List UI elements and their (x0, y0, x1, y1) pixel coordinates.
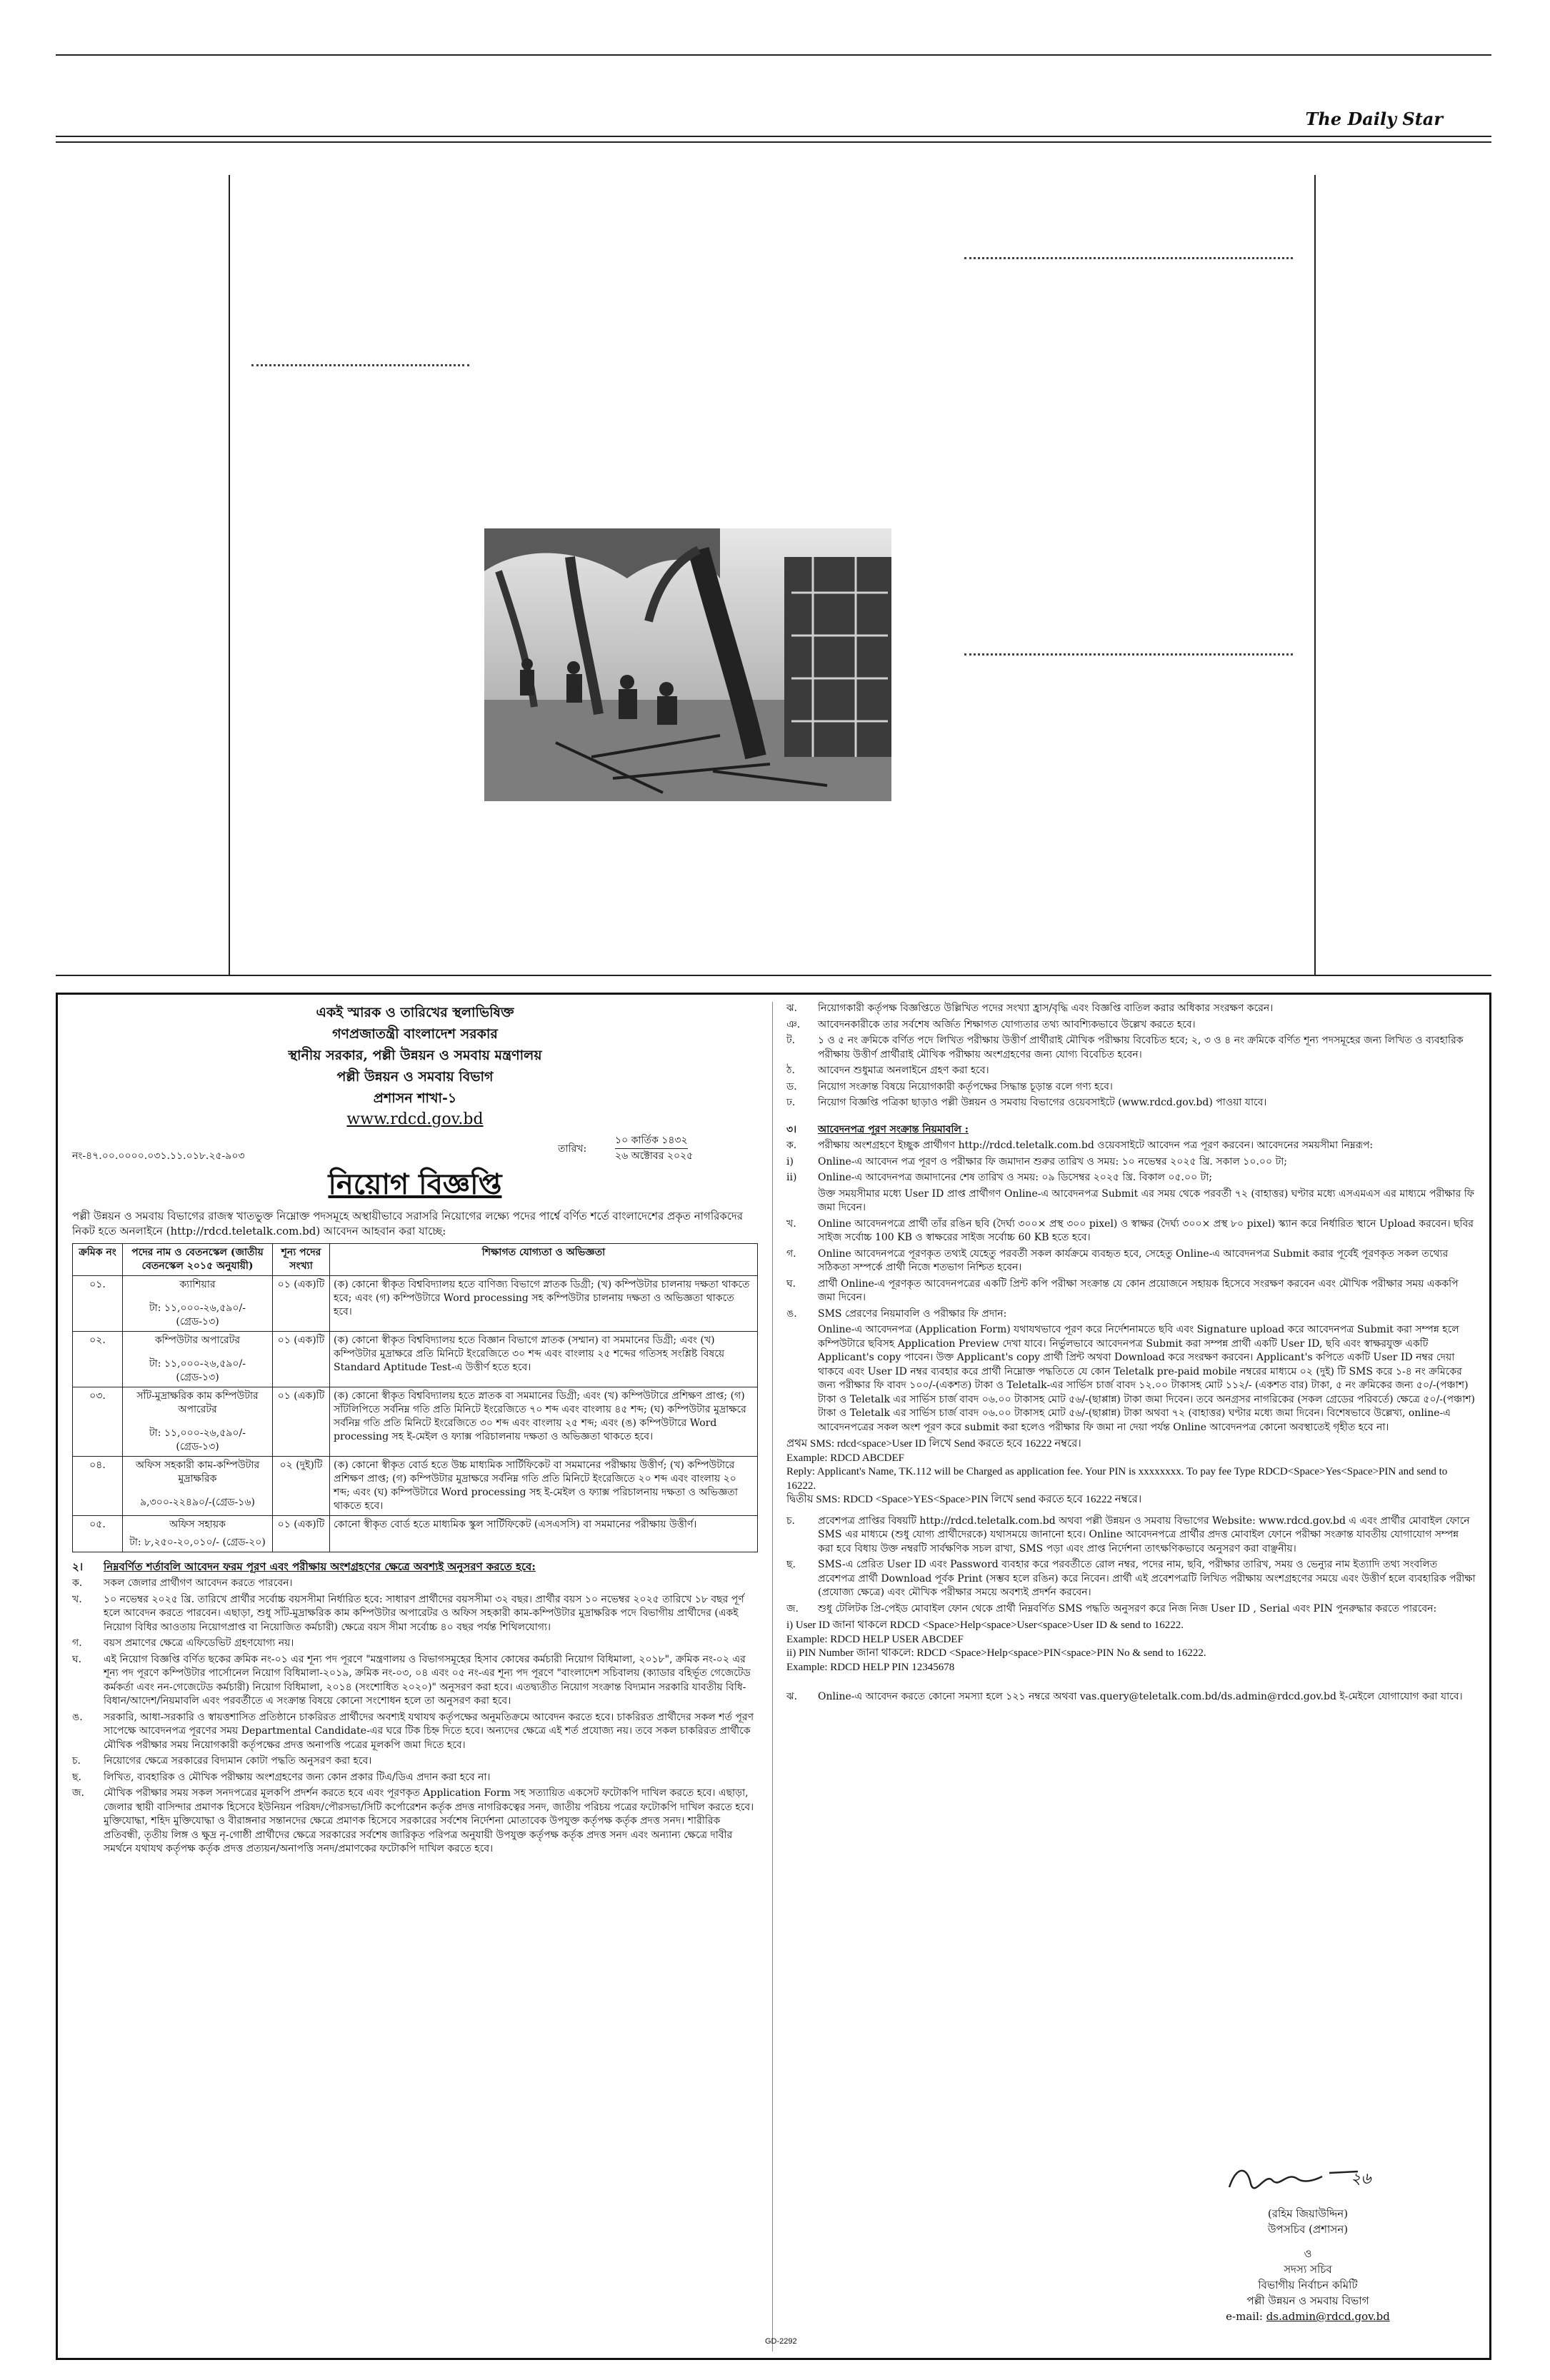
email-link[interactable]: ds.admin@rdcd.gov.bd (1266, 2310, 1390, 2323)
item-key (786, 1188, 818, 1215)
row-qualification: (ক) কোনো স্বীকৃত বিশ্ববিদ্যালয় হতে স্নাতক বা সমমানের ডিগ্রী; এবং (খ) কম্পিউটারে প্রশিক্ষণ প্রাপ্ত; (গ) সাঁটলিপিতে সর্বনিম্ন গতি প্রতি মিনিটে ইংরেজিতে ৭০ শব্দ এবং বাংলায় ৪৫ শব্দ; (ঘ) কম্পিউটার মুদ্রাক্ষরে সর্বনিম্ন গতি প্রতি মিনিটে ইংরেজিতে ৩০ শব্দ এবং বাংলায় ২৫ শব্দ; এবং (ঙ) কম্পিউটারে Word processing সহ ই-মেইল ও ফ্যাক্স পরিচালনায় দক্ষতা ও অভিজ্ঞতা থাকতে হবে। (330, 1387, 758, 1457)
item-text: SMS-এ প্রেরিত User ID এবং Password ব্যবহার করে পরবর্তীতে রোল নম্বর, পদের নাম, ছবি, পরীক্ষার তারিখ, সময় ও ভেন্যুর নাম ইত্যাদি তথ্য সংবলিত প্রবেশপত্র প্রার্থী Download পূর্বক Print (সম্ভব হলে রঙিন) করে নিবেন। প্রার্থী এই প্রবেশপত্রটি লিখিত পরীক্ষায় অংশগ্রহণের সময়ে এবং উত্তীর্ণ হলে ব্যবহারিক পরীক্ষা (প্রযোজ্য ক্ষেত্রে) এবং মৌখিক পরীক্ষার সময়ে অবশ্যই প্রদর্শন করবেন। (818, 1559, 1476, 1598)
list-item (786, 1690, 1476, 1704)
list-item (786, 1602, 1476, 1617)
item-text: প্রবেশপত্র প্রাপ্তির বিষয়টি http://rdcd.teletalk.com.bd অথবা পল্লী উন্নয়ন ও সমবায় বিভাগের Website: www.rdcd.gov.bd এ এবং প্রার্থীর মোবাইল ফোনে SMS এর মাধ্যমে (শুধু যোগ্য প্রার্থীদেরকে) যথাসময়ে জানানো হবে। Online আবেদনপত্রে প্রার্থীর প্রদত্ত মোবাইল ফোনে পরীক্ষা সংক্রান্ত যাবতীয় যোগাযোগ সম্পন্ন করা হবে বিধায় উক্ত নম্বরটি সার্বক্ষণিক সচল রাখা, SMS পড়া এবং প্রাপ্ত নির্দেশনা তাৎক্ষণিকভাবে অনুসরণ করা বাঞ্ছনীয়। (818, 1515, 1470, 1555)
pay-scale: টা: ১১,০০০-২৬,৫৯০/- (গ্রেড-১৩) (149, 1427, 246, 1452)
recovery-instructions (786, 1619, 1476, 1674)
pay-scale: ৯,৩০০-২২৪৯০/-(গ্রেড-১৬) (140, 1497, 255, 1508)
item-text: মৌখিক পরীক্ষার সময় সকল সনদপত্রের মূলকপি প্রদর্শন করতে হবে এবং পূরণকৃত Application Form সহ সত্যায়িত একসেট ফটোকপি দাখিল করতে হবে। এছাড়া, জেলার স্থায়ী বাসিন্দার প্রমাণক হিসেবে ইউনিয়ন পরিষদ/পৌরসভা/সিটি কর্পোরেশন কর্তৃক প্রদত্ত নাগরিকত্বের সনদ, জাতীয় পরিচয় পত্রের ফটোকপি দাখিল করতে হবে। মুক্তিযোদ্ধা, শহিদ মুক্তিযোদ্ধা ও বীরাঙ্গনার সন্তানদের ক্ষেত্রে প্রমাণক হিসেবে সরকারের সর্বশেষ নির্দেশনা মোতাবেক উপযুক্ত কর্তৃপক্ষ কর্তৃক প্রদত্ত সনদ। শারীরিক প্রতিবন্ধী, তৃতীয় লিঙ্গ ও ক্ষুদ্র নৃ-গোষ্ঠী প্রার্থীদের ক্ষেত্রে সরকারের সর্বশেষ জারিকৃত পরিপত্র অনুযায়ী উপযুক্ত কর্তৃপক্ষ কর্তৃক প্রদত্ত সনদ এবং অন্যান্য ক্ষেত্রে দাবীর সমর্থনে যথাযথ কর্তৃপক্ষ কর্তৃক প্রদত্ত প্রত্যয়ন/অনাপত্তি সনদ/প্রমাণকের ফটোকপি দাখিল করতে হবে। (104, 1787, 754, 1854)
post-name: অফিস সহকারী কাম-কম্পিউটার মুদ্রাক্ষরিক (135, 1460, 260, 1485)
ad-header (72, 1002, 758, 1130)
section-3-heading (786, 1123, 1476, 1138)
section-2-list (72, 1577, 758, 1857)
section-3-title: আবেদনপত্র পূরণ সংক্রান্ত নিয়মাবলি : (818, 1123, 969, 1135)
item-key: ঢ. (786, 1097, 796, 1108)
item-key: i) (786, 1155, 794, 1168)
item-key: ঘ. (72, 1653, 82, 1665)
memo-number: নং-৪৭.০০.০০০০.০৩১.১১.০১৮.২৫-৯০৩ (72, 1150, 245, 1162)
item-text: প্রার্থী Online-এ পূরণকৃত আবেদনপত্রের একটি প্রিন্ট কপি পরীক্ষা সংক্রান্ত যে কোন প্রয়োজনে সহায়ক হিসেবে সংরক্ষণ করবেন এবং মৌখিক পরীক্ষার সময় এককপি জমা দিবেন। (818, 1277, 1459, 1303)
sms-line: দ্বিতীয় SMS: RDCD <Space>YES<Space>PIN লিখে send করতে হবে 16222 নম্বরে। (786, 1494, 1142, 1505)
right-column (786, 1002, 1476, 1707)
item-text: আবেদন শুধুমাত্র অনলাইনে গ্রহণ করা হবে। (818, 1065, 989, 1076)
ad-column-divider (772, 1002, 773, 2351)
header-line-1: একই স্মারক ও তারিখের স্থলাভিষিক্ত (316, 1005, 514, 1020)
item-key: জ. (72, 1787, 84, 1799)
item-key: খ. (786, 1217, 796, 1230)
table-row (73, 1332, 758, 1387)
item-text: Online আবেদনপত্রে প্রার্থী তাঁর রঙিন ছবি (দৈর্ঘ্য ৩০০× প্রস্থ ৩০০ pixel) ও স্বাক্ষর (দৈর্ঘ্য ৩০০× প্রস্থ ৮০ pixel) স্ক্যান করে নির্ধারিত স্থানে Upload করবেন। ছবির সাইজ সর্বোচ্চ 100 KB ও স্বাক্ষরের সাইজ সর্বোচ্চ 60 KB হতে হবে। (818, 1217, 1474, 1243)
email-label: e-mail: (1226, 2310, 1263, 2323)
header-line-4: পল্লী উন্নয়ন ও সমবায় বিভাগ (336, 1069, 494, 1085)
top-rule (56, 54, 1491, 56)
intro-paragraph: পল্লী উন্নয়ন ও সমবায় বিভাগের রাজস্ব খাতভুক্ত নিম্নোক্ত পদসমূহে অস্থায়ীভাবে সরাসরি নিয়োগের লক্ষ্যে পদের পার্শ্বে বর্ণিত শর্তে বাংলাদেশের প্রকৃত নাগরিকদের নিকট হতে অনলাইনে (http://rdcd.teletalk.com.bd) আবেদন আহবান করা যাচ্ছে: (72, 1210, 744, 1237)
table-header-qualification: শিক্ষাগত যোগ্যতা ও অভিজ্ঞতা (330, 1244, 758, 1276)
row-qualification: কোনো স্বীকৃত বোর্ড হতে মাধ্যমিক স্কুল সার্টিফিকেট (এসএসসি) বা সমমানের পরীক্ষায় উত্তীর্ণ। (330, 1516, 758, 1552)
item-key: ট. (786, 1035, 796, 1046)
list-item (786, 1277, 1476, 1305)
posts-table (72, 1243, 758, 1552)
item-text: ১০ নভেম্বর ২০২৫ খ্রি. তারিখে প্রার্থীর সর্বোচ্চ বয়সসীমা নির্ধারিত হবে: সাধারণ প্রার্থীদের বয়সসীমা ৩২ বছর। প্রার্থীর বয়স ১০ নভেম্বর ২০২৫ তারিখে ১৮ বছর পূর্ণ হলে আবেদন করতে পারবেন। এছাড়া, শুধু সাঁট-মুদ্রাক্ষরিক কাম কম্পিউটার অপারেটর ও অফিস সহকারী কাম-কম্পিউটার মুদ্রাক্ষরিক পদে বিভাগীয় প্রার্থীদের (একই নিয়োগ বিধির আওতায় নিয়োগপ্রাপ্ত বা নিয়োজিত কর্মচারী) ক্ষেত্রে বয়স সীমা সর্বোচ্চ ৪০ বছর পর্যন্ত শিথিলযোগ্য। (104, 1593, 744, 1633)
header-line-5: প্রশাসন শাখা-১ (373, 1090, 457, 1106)
item-text: আবেদনকারীকে তার সর্বশেষ অর্জিত শিক্ষাগত যোগ্যতার তথ্য আবশ্যিকভাবে উল্লেখ করতে হবে। (818, 1018, 1196, 1030)
sms-line: Example: RDCD ABCDEF (786, 1452, 905, 1464)
column-rule-right (1314, 175, 1316, 975)
item-text: নিয়োগের ক্ষেত্রে সরকারের বিদ্যমান কোটা পদ্ধতি অনুসরণ করা হবে। (104, 1755, 372, 1767)
item-text: ১ ও ৫ নং ক্রমিকে বর্ণিত পদে লিখিত পরীক্ষায় উত্তীর্ণ প্রার্থীরাই মৌখিক পরীক্ষায় বিবেচিত হবে; ২, ৩ ও ৪ নং ক্রমিকে বর্ণিত শূন্য পদসমূহের জন্য লিখিত ও ব্যবহারিক পরীক্ষায় উত্তীর্ণ প্রার্থীরাই মৌখিক পরীক্ষায় অংশগ্রহণের জন্য যোগ্য বিবেচিত হবেন। (818, 1035, 1464, 1060)
table-row (73, 1276, 758, 1332)
row-qualification: (ক) কোনো স্বীকৃত বিশ্ববিদ্যালয় হতে বাণিজ্য বিভাগে স্নাতক ডিগ্রী; (খ) কম্পিউটার চালনায় দক্ষতা থাকতে হবে; এবং (গ) কম্পিউটারে Word processing সহ কম্পিউটার চালনায় দক্ষতা ও অভিজ্ঞতা থাকতে হবে। (330, 1276, 758, 1332)
table-header-serial: ক্রমিক নং (73, 1244, 123, 1276)
table-header-post: পদের নাম ও বেতনস্কেল (জাতীয় বেতনস্কেল ২০১৫ অনুযায়ী) (123, 1244, 273, 1276)
item-text: Online-এ আবেদনপত্র (Application Form) যথাযথভাবে পূরণ করে নির্দেশনামতে ছবি এবং Signature upload করে আবেদনপত্র Submit করা সম্পন্ন হলে কম্পিউটারে ছবিসহ Application Preview দেখা যাবে। নির্ভুলভাবে আবেদনপত্র Submit করা সম্পন্ন প্রার্থী একটি User ID, ছবি এবং স্বাক্ষরযুক্ত একটি Applicant's copy পাবেন। উক্ত Applicant's copy প্রার্থী প্রিন্ট অথবা Download করে সংরক্ষণ করবেন। Applicant's কপিতে একটি User ID নম্বর দেয়া থাকবে এবং User ID নম্বর ব্যবহার করে প্রার্থী নিম্নোক্ত পদ্ধতিতে যে কোন Teletalk pre-paid mobile নম্বরের মাধ্যমে ০২ (দুই) টি SMS করে ১-৪ নং ক্রমিকের জন্য পরীক্ষার ফি বাবদ ১০০/-(একশত) টাকা ও Teletalk-এর সার্ভিস চার্জ বাবদ ১২.০০ টাকাসহ মোট ১১২/- (একশত বার) টাকা, ৫ নং ক্রমিকের জন্য ৫০/-(পঞ্চাশ) টাকা ও Teletalk এর সার্ভিস চার্জ বাবদ ০৬.০০ টাকাসহ মোট ৫৬/-(ছাপ্পান্ন) টাকা জমা দিবেন। তবে অনগ্রসর নাগরিকের (সকল গ্রেডের পরিবর্তে) ক্ষেত্রে ৫০/-(পঞ্চাশ) টাকা ও Teletalk এর সার্ভিস চার্জ বাবদ ০৬.০০ টাকাসহ মোট ৫৬/-(ছাপ্পান্ন) টাকা অথবা ৭২ (বাহাত্তর) ঘণ্টার মধ্যে জমা দিবেন। বিশেষভাবে উল্লেখ্য, online-এ আবেদনপত্রের সকল অংশ পূরণ করে submit করা হলেও পরীক্ষার ফি জমা না দেয়া পর্যন্ত Online আবেদনপত্র কোনো অবস্থাতেই গৃহীত হবে না। (818, 1324, 1476, 1433)
notice-title: নিয়োগ বিজ্ঞপ্তি (328, 1168, 502, 1201)
list-item (786, 1064, 1476, 1078)
row-serial: ০৫. (73, 1516, 123, 1552)
list-item (72, 1787, 758, 1857)
item-key: ঝ. (786, 1003, 798, 1014)
table-header-vacancy: শূন্য পদের সংখ্যা (273, 1244, 330, 1276)
row-vacancy: ০২ (দুই)টি (273, 1457, 330, 1516)
item-key: ঙ. (72, 1711, 83, 1723)
list-item (786, 1217, 1476, 1245)
memo-row (72, 1133, 758, 1165)
header-line-2: গণপ্রজাতন্ত্রী বাংলাদেশ সরকার (332, 1026, 498, 1042)
dotted-separator-3 (964, 653, 1293, 656)
list-item (786, 1515, 1476, 1557)
item-text: শুধু টেলিটক প্রি-পেইড মোবাইল ফোন থেকে প্রার্থী নিম্নবর্ণিত SMS পদ্ধতি অনুসরণ করে নিজ নিজ User ID , Serial এবং PIN পুনরুদ্ধার করতে পারবেন: (818, 1602, 1437, 1615)
item-key: ক. (786, 1140, 797, 1151)
list-item (72, 1577, 758, 1591)
post-name: অফিস সহায়ক (169, 1519, 226, 1530)
signatory-title: উপসচিব (প্রশাসন) (1267, 2223, 1349, 2236)
list-item (72, 1771, 758, 1785)
row-qualification: (ক) কোনো স্বীকৃত বোর্ড হতে উচ্চ মাধ্যমিক সার্টিফিকেট বা সমমানের পরীক্ষায় উত্তীর্ণ; (খ) কম্পিউটারে প্রশিক্ষণ প্রাপ্ত; (গ) কম্পিউটার মুদ্রাক্ষরে সর্বনিম্ন গতি প্রতি মিনিটে ইংরেজিতে ২০ শব্দ এবং বাংলায় ২০ শব্দ; এবং (ঘ) কম্পিউটারে Word processing সহ ই-মেইল ও ফ্যাক্স পরিচালনায় দক্ষতা ও অভিজ্ঞতা থাকতে হবে। (330, 1457, 758, 1516)
news-photo (484, 528, 891, 801)
signatory-title-2: সদস্য সচিব (1284, 2263, 1332, 2276)
row-serial: ০৪. (73, 1457, 123, 1516)
recovery-line: ii) PIN Number জানা থাকলে: RDCD <Space>Help<space>PIN<space>PIN No & send to 16222. (786, 1647, 1206, 1659)
row-post (123, 1276, 273, 1332)
item-text: Online-এ আবেদনপত্র জমাদানের শেষ তারিখ ও সময়: ০৯ ডিসেম্বর ২০২৫ খ্রি. বিকাল ০৫.০০ টা; (818, 1172, 1213, 1183)
item-key (786, 1323, 818, 1435)
item-key: ঙ. (786, 1307, 797, 1320)
item-key: ঘ. (786, 1277, 796, 1290)
list-item (786, 1247, 1476, 1275)
signatory-email (1172, 2309, 1444, 2324)
item-key: ঝ. (786, 1691, 798, 1702)
left-column (72, 1002, 758, 1859)
item-text: সকল জেলার প্রার্থীগণ আবেদন করতে পারবেন। (104, 1577, 293, 1589)
item-key: গ. (786, 1247, 796, 1260)
item-key: ক. (72, 1577, 83, 1589)
item-text: নিয়োগ বিজ্ঞপ্তি পত্রিকা ছাড়াও পল্লী উন্নয়ন ও সমবায় বিভাগের ওয়েবসাইটে (www.rdcd.gov.bd) পাওয়া যাবে। (818, 1097, 1267, 1108)
section-3-number: ৩। (786, 1123, 797, 1135)
item-key: ii) (786, 1172, 797, 1183)
list-item (786, 1155, 1476, 1170)
list-item (72, 1637, 758, 1651)
item-key: গ. (72, 1637, 82, 1649)
recovery-line: Example: RDCD HELP USER ABCDEF (786, 1633, 964, 1645)
row-vacancy: ০১ (এক)টি (273, 1332, 330, 1387)
list-item (786, 1080, 1476, 1095)
list-item (786, 1171, 1476, 1185)
item-text: সরকারি, আধা-সরকারি ও স্বায়ত্তশাসিত প্রতিষ্ঠানে চাকরিরত প্রার্থীদের অবশ্যই যথাযথ কর্তৃপক্ষের অনুমতিক্রমে আবেদন করতে হবে। চাকরিরত প্রার্থীদের সকল শর্ত পূরণ সাপেক্ষে আবেদনপত্র পূরণের সময় Departmental Candidate-এর ঘরে টিক চিহ্ন দিতে হবে। অন্যদের ক্ষেত্রে এই শর্ত প্রযোজ্য নয়। তবে সকল চাকরিরত প্রার্থীকে মৌখিক পরীক্ষার সময় নিয়োগকারী কর্তৃপক্ষের প্রদত্ত অনাপত্তি পত্রের মূলকপি জমা দিতে হবে। (104, 1711, 754, 1751)
row-post (123, 1387, 273, 1457)
street-scene-image (484, 528, 891, 801)
row-qualification: (ক) কোনো স্বীকৃত বিশ্ববিদ্যালয় হতে বিজ্ঞান বিভাগে স্নাতক (সম্মান) বা সমমানের ডিগ্রী; এবং (খ) কম্পিউটার মুদ্রাক্ষরে প্রতি মিনিটে ইংরেজিতে ৩০ শব্দ এবং বাংলায় ২৫ শব্দের গতিসহ সংশ্লিষ্ট বিষয়ে Standard Aptitude Test-এ উত্তীর্ণ হতে হবে। (330, 1332, 758, 1387)
table-row (73, 1457, 758, 1516)
row-serial: ০৩. (73, 1387, 123, 1457)
list-item (786, 1188, 1476, 1215)
row-vacancy: ০১ (এক)টি (273, 1387, 330, 1457)
item-key: চ. (786, 1515, 796, 1527)
list-item (72, 1593, 758, 1635)
list-item (72, 1711, 758, 1753)
item-key: জ. (786, 1602, 799, 1615)
post-name: ক্যাশিয়ার (179, 1279, 216, 1290)
masthead-rule-top (56, 136, 1491, 137)
list-item (786, 1558, 1476, 1600)
item-text: এই নিয়োগ বিজ্ঞপ্তি বর্ণিত ছকের ক্রমিক নং-০১ এর শূন্য পদ পূরণে "মন্ত্রণালয় ও বিভাগসমূহের হিসাব কোষের কর্মচারী নিয়োগ বিধিমালা, ২০১৮", ক্রমিক নং-০২ এর শূন্য পদ পূরণে কম্পিউটার পার্সোনেল নিয়োগ বিধিমালা-২০১৯, ক্রমিক নং-০৩, ০৪ এবং ০৫ নং-এর শূন্য পদ পূরণে "বাংলাদেশ সচিবালয় (ক্যাডার বহির্ভূত গেজেটেড কর্মকর্তা এবং নন-গেজেটেড কর্মচারী) নিয়োগ বিধিমালা, ২০১৪ (সংশোধিত ২০২০)" অনুসরণ করা হবে। এতদ্ব্যতীত নিয়োগ সংক্রান্ত বিদ্যমান সরকারি যাবতীয় বিধি-বিধান/আদেশ/নিয়মাবলি এবং পরবর্তীতে এ সংক্রান্ত বিষয়ে কোনো সংশোধন হলে তা অনুসরণ করা হবে। (104, 1653, 751, 1707)
right-list-top (786, 1002, 1476, 1110)
row-post (123, 1332, 273, 1387)
dotted-separator-2 (964, 257, 1293, 259)
post-name: কম্পিউটার অপারেটর (154, 1335, 241, 1346)
signatory-title-3: বিভাগীয় নির্বাচন কমিটি (1258, 2279, 1358, 2291)
signatory-and: ও (1304, 2247, 1312, 2260)
list-item (786, 1002, 1476, 1016)
list-item (72, 1653, 758, 1709)
item-key: ঞ. (786, 1018, 801, 1030)
section-2-number: ২। (72, 1560, 84, 1573)
signatory-title-4: পল্লী উন্নয়ন ও সমবায় বিভাগ (1246, 2294, 1369, 2307)
list-item (72, 1754, 758, 1769)
item-key: ছ. (72, 1771, 81, 1783)
header-website-link[interactable]: www.rdcd.gov.bd (346, 1110, 484, 1128)
gd-code: GD-2292 (765, 2337, 797, 2346)
item-key: ছ. (786, 1559, 796, 1570)
table-row (73, 1516, 758, 1552)
date-bangla: ১০ কার্তিক ১৪৩২ (615, 1133, 688, 1149)
section-rule (56, 975, 1491, 976)
item-text: Online-এ আবেদন করতে কোনো সমস্যা হলে ১২১ নম্বরে অথবা vas.query@teletalk.com.bd/ds.admin@rdcd.gov.bd ই-মেইলে যোগাযোগ করা যাবে। (818, 1691, 1463, 1702)
recovery-line: i) User ID জানা থাকলে RDCD <Space>Help<space>User<space>User ID & send to 16222. (786, 1620, 1184, 1631)
list-item (786, 1307, 1476, 1322)
item-text: পরীক্ষায় অংশগ্রহণে ইচ্ছুক প্রার্থীগণ http://rdcd.teletalk.com.bd ওয়েবসাইটে আবেদন পত্র পূরণ করবেন। আবেদনের সময়সীমা নিম্নরূপ: (818, 1140, 1374, 1151)
pay-scale: টা: ৮,২৫০-২০,০১০/- (গ্রেড-২০) (129, 1537, 266, 1548)
item-text: লিখিত, ব্যবহারিক ও মৌখিক পরীক্ষায় অংশগ্রহণের জন্য কোন প্রকার টিএ/ডিএ প্রদান করা হবে না। (104, 1771, 491, 1783)
handwritten-signature-icon (1215, 2159, 1401, 2201)
item-key: চ. (72, 1755, 81, 1767)
masthead-logo: The Daily Star (1305, 109, 1443, 129)
row-vacancy: ০১ (এক)টি (273, 1276, 330, 1332)
row-post (123, 1457, 273, 1516)
row-serial: ০১. (73, 1276, 123, 1332)
column-rule-left (229, 175, 230, 975)
item-text: Online-এ আবেদন পত্র পূরণ ও পরীক্ষার ফি জমাদান শুরুর তারিখ ও সময়: ১০ নভেম্বর ২০২৫ খ্রি. সকাল ১০.০০ টা; (818, 1155, 1287, 1168)
item-text: নিয়োগকারী কর্তৃপক্ষ বিজ্ঞপ্তিতে উল্লিখিত পদের সংখ্যা হ্রাস/বৃদ্ধি এবং বিজ্ঞপ্তি বাতিল করার অধিকার সংরক্ষণ করেন। (818, 1003, 1274, 1014)
sms-instructions (786, 1437, 1476, 1507)
pay-scale: টা: ১১,০০০-২৬,৫৯০/- (গ্রেড-১৩) (149, 1358, 246, 1383)
section-3-list (786, 1139, 1476, 1435)
signature-date-scrawl: ২৬ (1351, 2170, 1371, 2188)
date-english: ২৬ অক্টোবর ২০২৫ (615, 1150, 694, 1162)
masthead-rule-bottom (56, 141, 1491, 143)
signatory-name: (রহিম জিয়াউদ্দিন) (1267, 2207, 1349, 2220)
item-text: Online আবেদনপত্রে পূরণকৃত তথ্যই যেহেতু পরবর্তী সকল কার্যক্রমে ব্যবহৃত হবে, সেহেতু Online-এ আবেদনপত্র Submit করার পূর্বেই পূরণকৃত সকল তথ্যের সঠিকতা সম্পর্কে প্রার্থী নিজে শতভাগ নিশ্চিত হবেন। (818, 1247, 1449, 1273)
list-item (786, 1323, 1476, 1435)
recovery-line: Example: RDCD HELP PIN 12345678 (786, 1661, 955, 1673)
row-serial: ০২. (73, 1332, 123, 1387)
dotted-separator-1 (251, 364, 469, 366)
section-2-heading (72, 1560, 758, 1575)
item-text: নিয়োগ সংক্রান্ত বিষয়ে নিয়োগকারী কর্তৃপক্ষের সিদ্ধান্ত চূড়ান্ত বলে গণ্য হবে। (818, 1080, 1113, 1093)
post-name: সাঁট-মুদ্রাক্ষরিক কাম কম্পিউটার অপারেটর (136, 1390, 259, 1415)
row-vacancy: ০১ (এক)টি (273, 1516, 330, 1552)
section-2-title: নিম্নবর্ণিত শর্তাবলি আবেদন ফরম পূরণ এবং পরীক্ষায় অংশগ্রহণের ক্ষেত্রে অবশ্যই অনুসরণ করতে হবে: (104, 1560, 536, 1573)
pay-scale: টা: ১১,০০০-২৬,৫৯০/- (গ্রেড-১৩) (149, 1302, 246, 1327)
sms-line: প্রথম SMS: rdcd<space>User ID লিখে Send করতে হবে 16222 নম্বরে। (786, 1438, 1081, 1450)
signature-block (1172, 2159, 1444, 2324)
date-label: তারিখ: (558, 1143, 587, 1155)
sms-line: Reply: Applicant's Name, TK.112 will be Charged as application fee. Your PIN is xxxxxxxx. To pay fee Type RDCD<Space>Yes<Space>PIN and send to 16222. (786, 1466, 1448, 1492)
item-text: বয়স প্রমাণের ক্ষেত্রে এফিডেভিট গ্রহণযোগ্য নয়। (104, 1637, 294, 1649)
item-text: উক্ত সময়সীমার মধ্যে User ID প্রাপ্ত প্রার্থীগণ Online-এ আবেদনপত্র Submit এর সময় থেকে পরবর্তী ৭২ (বাহাত্তর) ঘণ্টার মধ্যে এসএমএস এর মাধ্যমে পরীক্ষার ফি জমা দিবেন। (818, 1188, 1475, 1213)
item-text: SMS প্রেরণের নিয়মাবলি ও পরীক্ষার ফি প্রদান: (818, 1307, 1007, 1320)
section-3-list-b (786, 1515, 1476, 1617)
item-key: খ. (72, 1593, 82, 1605)
header-line-3: স্থানীয় সরকার, পল্লী উন্নয়ন ও সমবায় মন্ত্রণালয় (288, 1048, 542, 1063)
row-post (123, 1516, 273, 1552)
list-item (786, 1096, 1476, 1110)
item-key: ড. (786, 1080, 797, 1093)
list-item (786, 1034, 1476, 1062)
list-item (786, 1018, 1476, 1033)
list-item (786, 1139, 1476, 1153)
item-key: ঠ. (786, 1065, 795, 1076)
job-circular-advertisement (56, 993, 1491, 2360)
table-row (73, 1387, 758, 1457)
